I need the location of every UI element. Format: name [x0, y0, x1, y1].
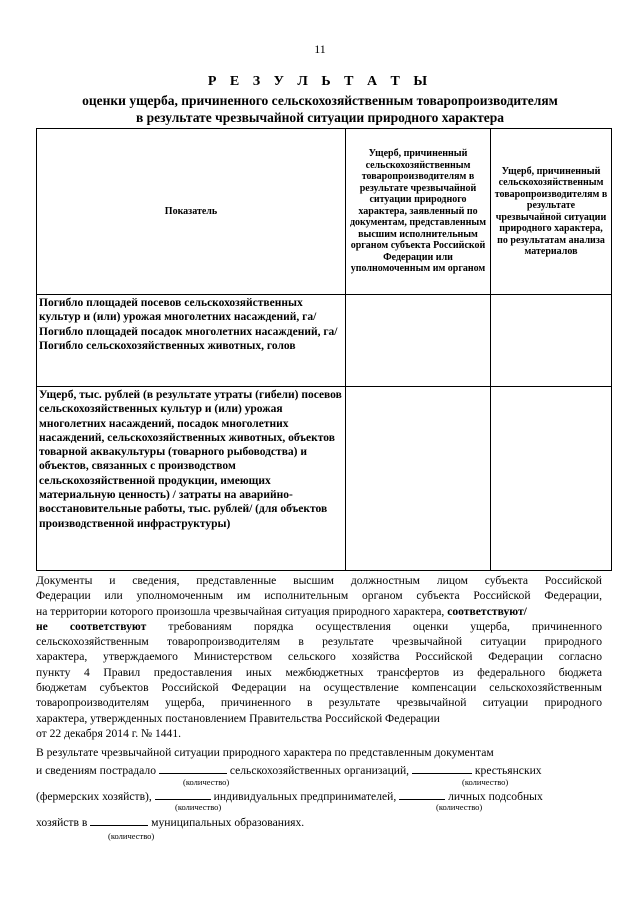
page-number: 11 [314, 42, 326, 56]
document-subtitle-line-2: в результате чрезвычайной ситуации природного характера [135, 110, 504, 125]
damage-assessment-table [36, 128, 612, 571]
conformity-paragraph: Документы и сведения, представленные высшим должностным лицом субъекта Российской Федерации или уполномоченным им исполнительным органом субъекта Российской Федерации, на территории которого произошла чрезвычайная ситуация природного характера, соответствуют/ не соответствуют требованиям порядка осуществления оценки ущерба, причиненного сельскохозяйственным товаропроизводителям в результате чрезвычайной ситуации природного характера, утверждаемого Министерством сельского хозяйства Российской Федерации согласно пункту 4 Правил предоставления иных межбюджетных трансфертов из федерального бюджета бюджетам субъектов Российской Федерации на осуществление компенсации сельскохозяйственным товаропроизводителям ущерба, причиненного в результате чрезвычайной ситуации природного характера, утвержденных постановлением Правительства Российской Федерации от 22 декабря 2014 г. № 1441. [36, 574, 602, 740]
table-header-row [37, 129, 612, 295]
affected-entities-paragraph: В результате чрезвычайной ситуации природного характера по представленным документам и сведениям пострадало сельскохозяйственных организаций, крестьянских (фермерских хозяйств), индивидуальных предпринимателей, личных подсобных хозяйств в муниципальных образованиях. [36, 746, 543, 829]
field-caption: (количество) [183, 777, 230, 787]
document-subtitle-line-1: оценки ущерба, причиненного сельскохозяйственным товаропроизводителям [82, 93, 558, 108]
table-row [37, 387, 612, 571]
field-caption: (количество) [108, 831, 155, 841]
table-row [37, 295, 612, 387]
affected-farms-count-field[interactable] [412, 762, 472, 774]
affected-households-count-field[interactable] [399, 788, 445, 800]
row-label-damage-amount: Ущерб, тыс. рублей (в результате утраты (гибели) посевов сельскохозяйственных культур и (или) урожая многолетних насаждений, посадок многолетних насаждений, сельскохозяйственных животных, объектов товарной аквакультуры (товарного рыбоводства) и объектов, связанных с производством сельскохозяйственной продукции, имеющих материальную ценность) / затраты на аварийно-восстановительные работы, тыс. рублей/ (для объектов производственной инфраструктуры) [37, 387, 346, 571]
affected-municipalities-count-field[interactable] [90, 814, 148, 826]
document-title: Р Е З У Л Ь Т А Т Ы [207, 74, 433, 89]
column-header-declared-damage: Ущерб, причиненный сельскохозяйственным товаропроизводителям в результате чрезвычайной ситуации природного характера, заявленный по документам, представленным высшим исполнительным органом субъекта Российской Федерации или уполномоченным им органом [346, 129, 491, 295]
column-header-indicator: Показатель [37, 129, 346, 295]
affected-entrepreneurs-count-field[interactable] [155, 788, 211, 800]
field-caption: (количество) [462, 777, 509, 787]
field-caption: (количество) [175, 802, 222, 812]
table-cell-empty [346, 387, 491, 571]
table-cell-empty [491, 295, 612, 387]
table-cell-empty [346, 295, 491, 387]
row-label-destroyed-areas: Погибло площадей посевов сельскохозяйственных культур и (или) урожая многолетних насаждений, га/ Погибло площадей посадок многолетних насаждений, га/ Погибло сельскохозяйственных животных, голов [37, 295, 346, 387]
table-cell-empty [491, 387, 612, 571]
affected-organizations-count-field[interactable] [159, 762, 227, 774]
column-header-analyzed-damage: Ущерб, причиненный сельскохозяйственным товаропроизводителям в результате чрезвычайной ситуации природного характера, по результатам анализа материалов [491, 129, 612, 295]
field-caption: (количество) [436, 802, 483, 812]
